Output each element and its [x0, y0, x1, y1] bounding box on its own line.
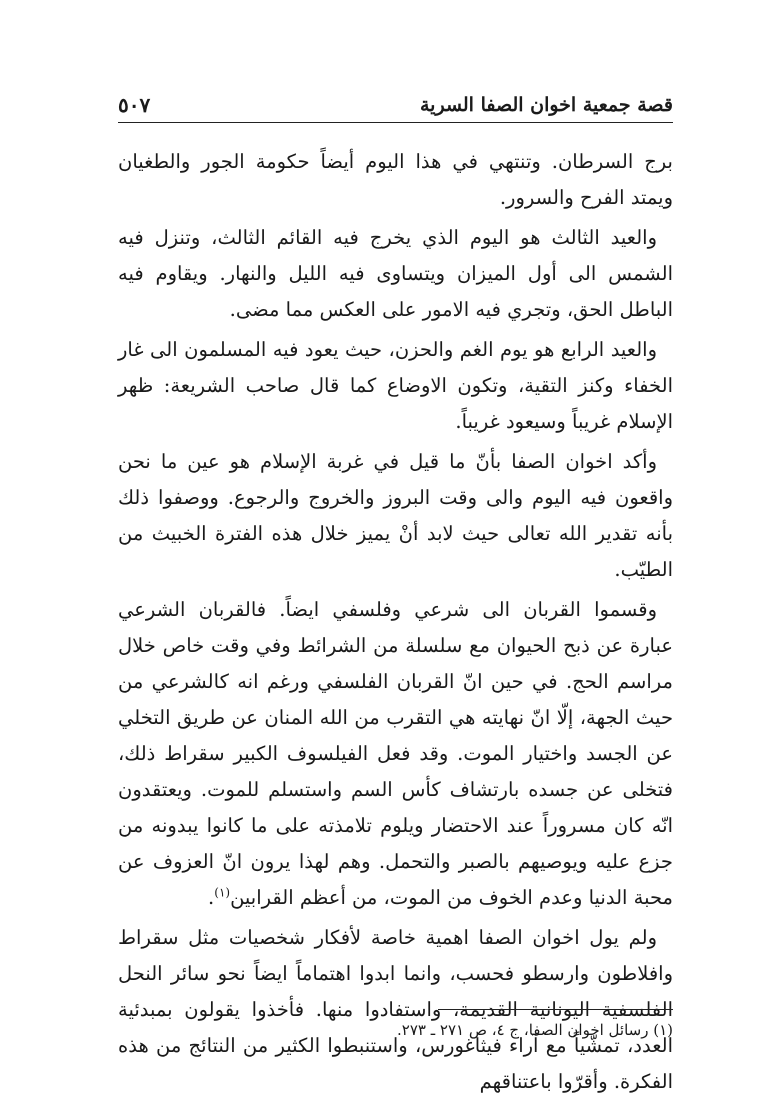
paragraph-3: والعيد الرابع هو يوم الغم والحزن، حيث يعود فيه المسلمون الى غار الخفاء وكنز التقية، وتكون الاوضاع كما قال صاحب الشريعة: ظهر الإسلام غريباً وسيعود غريباً.	[118, 338, 673, 433]
running-header	[118, 88, 673, 123]
body-text	[118, 144, 673, 1104]
paragraph-5: وقسموا القربان الى شرعي وفلسفي ايضاً. فالقربان الشرعي عبارة عن ذبح الحيوان مع سلسلة من الشرائط وفي وقت خاص خلال مراسم الحج. في حين انّ القربان الفلسفي ورغم انه كالشرعي من حيث الجهة، إلّا انّ نهايته هي التقرب من الله المنان عن طريق التخلي عن الجسد واختيار الموت. وقد فعل الفيلسوف الكبير سقراط ذلك، فتخلى عن جسده بارتشاف كأس السم واستسلم للموت. ويعتقدون انّه كان مسروراً عند الاحتضار ويلوم تلامذته على ما كانوا يبدونه من جزع عليه ويوصيهم بالصبر والتحمل. وهم لهذا يرون انّ العزوف عن محبة الدنيا وعدم الخوف من الموت، من أعظم القرابين$^{(١)}$.	[118, 598, 673, 909]
footnote-marker[interactable]: (١)	[214, 885, 231, 900]
chapter-title: قصة جمعية اخوان الصفا السرية	[419, 94, 673, 116]
paragraph-2: والعيد الثالث هو اليوم الذي يخرج فيه القائم الثالث، وتنزل فيه الشمس الى أول الميزان ويتساوى فيه الليل والنهار. ويقاوم فيه الباطل الحق، وتجري فيه الامور على العكس مما مضى.	[118, 226, 673, 321]
paragraph-1: برج السرطان. وتنتهي في هذا اليوم أيضاً حكومة الجور والطغيان ويمتد الفرح والسرور.	[118, 150, 673, 209]
footnote: (١) رسائل اخوان الصفا، ج ٤، ص ٢٧١ ـ ٢٧٣.	[397, 1021, 673, 1039]
paragraph-4: وأكد اخوان الصفا بأنّ ما قيل في غربة الإسلام هو عين ما نحن واقعون فيه اليوم والى وقت البروز والخروج والرجوع. ووصفوا ذلك بأنه تقدير الله تعالى حيث لابد أنْ يميز خلال هذه الفترة الخبيث من الطيّب.	[118, 450, 673, 581]
page-number: ٥٠٧	[118, 93, 151, 117]
footnote-divider	[438, 1009, 673, 1010]
paragraph-6: ولم يول اخوان الصفا اهمية خاصة لأفكار شخصيات مثل سقراط وافلاطون وارسطو فحسب، وانما ابدوا اهتماماً ايضاً نحو سائر النحل الفلسفية اليونانية القديمة، واستفادوا منها. فأخذوا يقولون بمبدئية العدد، تمشّياً مع آراء فيثاغورس، واستنبطوا الكثير من النتائج من هذه الفكرة. وأقرّوا باعتناقهم	[118, 926, 673, 1093]
